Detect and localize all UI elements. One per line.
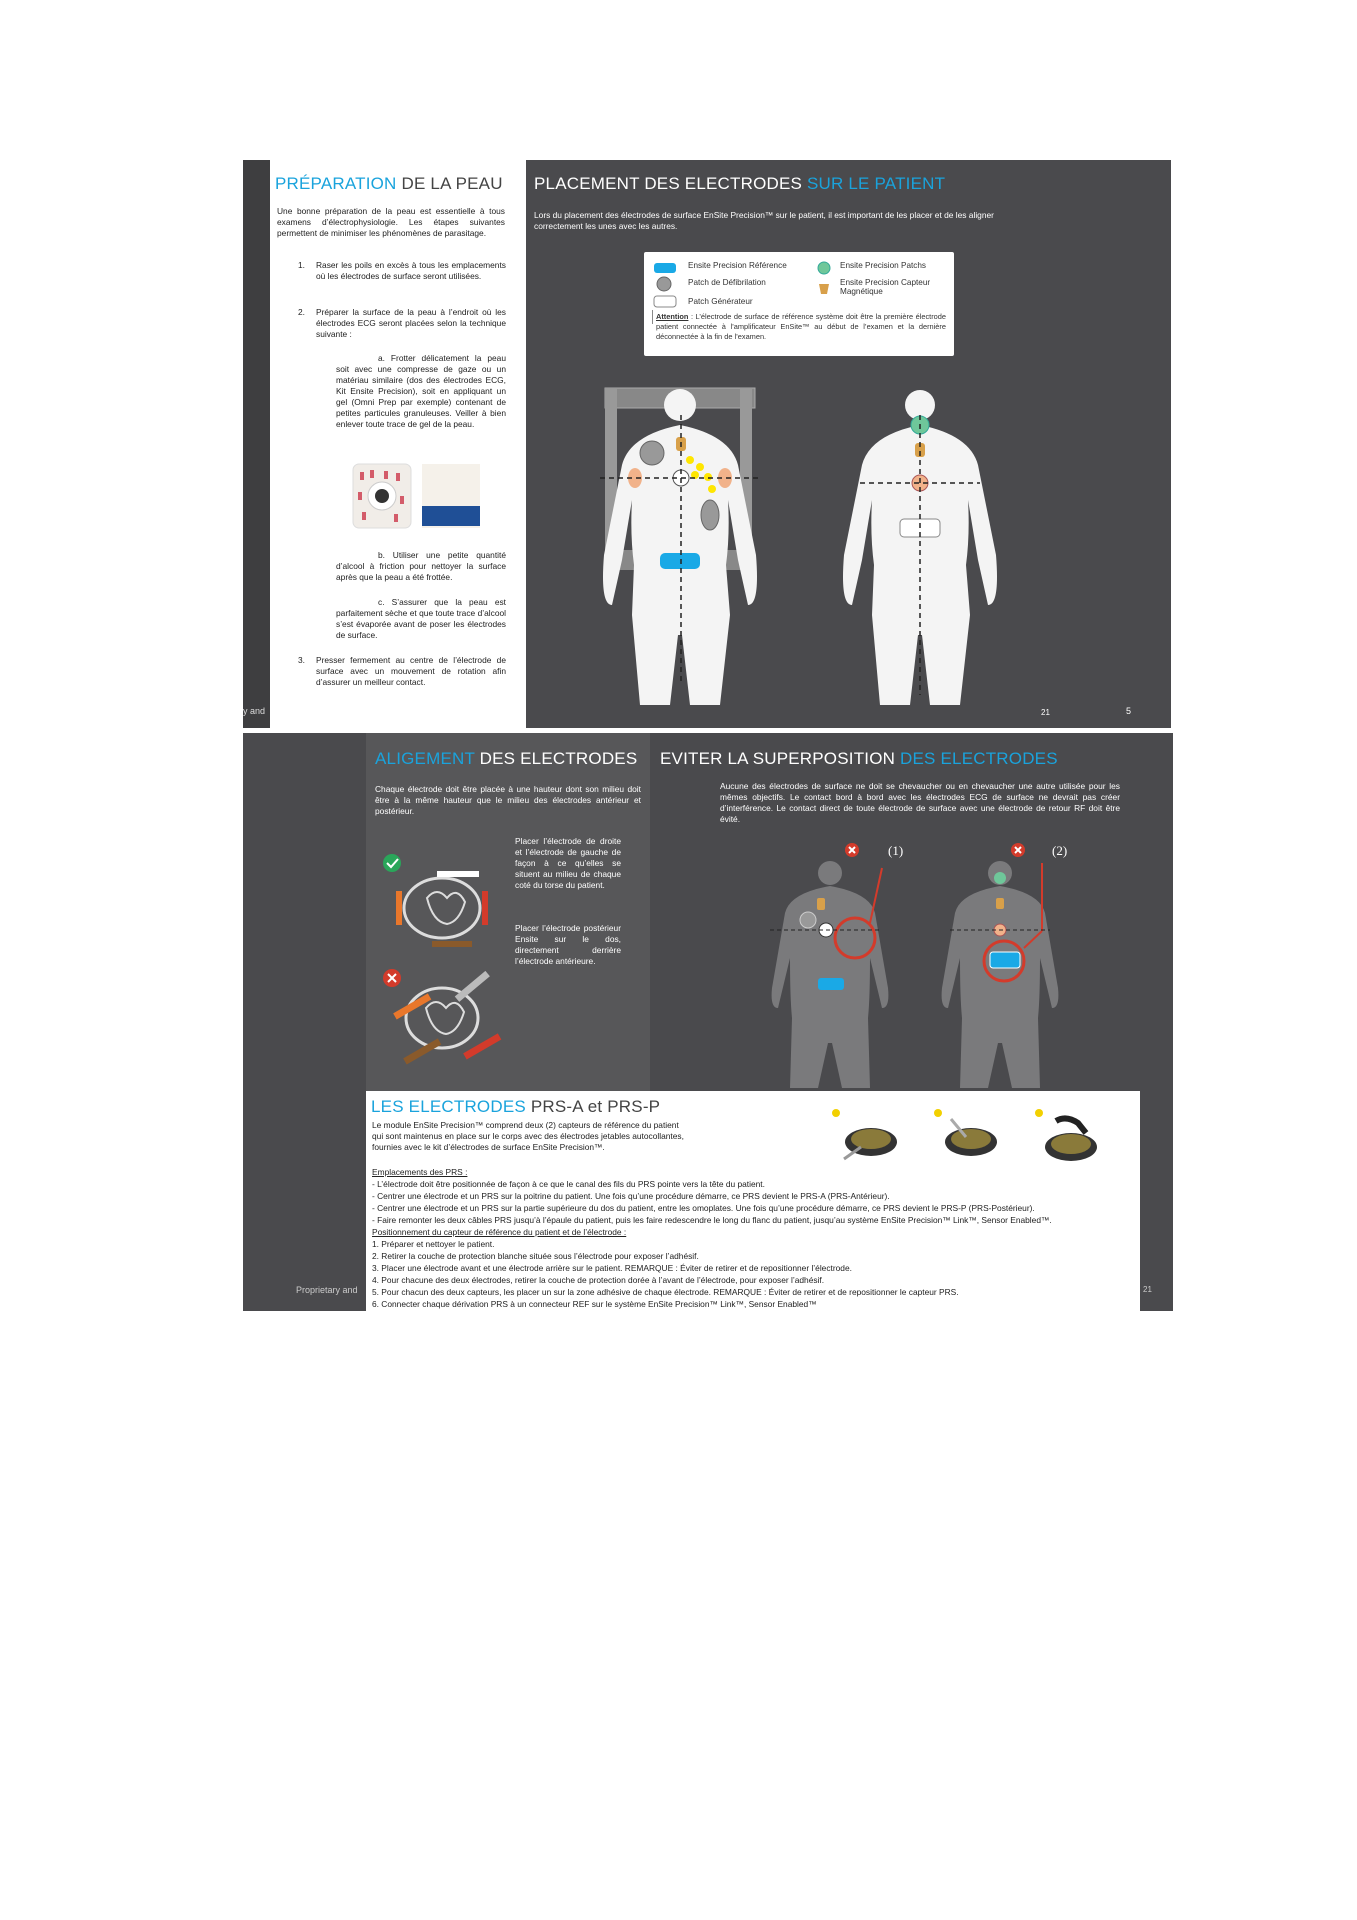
defibrillation-swatch (657, 277, 671, 291)
prs-emplacement-1: - L’électrode doit être positionnée de façon à ce que le canal des fils du PRS pointe vers la tête du patient. (372, 1179, 765, 1189)
overlap-panel (660, 733, 1170, 1091)
legend-reference: Ensite Precision Référence (688, 261, 787, 270)
step2-number: 2. (298, 307, 305, 317)
electrode-legend (644, 252, 954, 356)
skin-title-accent: PRÉPARATION (275, 174, 397, 193)
prs-position-title: Positionnement du capteur de référence du patient et de l’électrode : (372, 1227, 627, 1237)
correct-right-electrode (482, 891, 488, 925)
prs-title (371, 1097, 660, 1117)
prs-sensor-1 (832, 1109, 897, 1159)
prs-step-2: 2. Retirer la couche de protection blanche située sous l’électrode pour exposer l’adhésif. (372, 1251, 699, 1261)
alignment-panel (366, 733, 650, 1091)
overlap-reference-2 (990, 952, 1020, 968)
align-title-accent: ALIGEMENT (375, 749, 475, 768)
footer-year: 21 (1041, 708, 1050, 717)
step2b-text: b. Utiliser une petite quantité d’alcool à friction pour nettoyer la surface après que la peau a été frottée. (336, 550, 506, 582)
skin-preparation-panel (270, 160, 526, 728)
placement-title-white: PLACEMENT DES ELECTRODES (534, 174, 807, 193)
body-placement-illustration (560, 385, 1030, 705)
page-number: 5 (1126, 706, 1132, 716)
align-note-2: Placer l’électrode postérieur Ensite sur le dos, directement derrière l’électrode antérieure. (515, 923, 621, 966)
step3-number: 3. (298, 655, 305, 665)
overlap-title-accent: DES ELECTRODES (900, 749, 1058, 768)
prs-intro-3: fournies avec le kit d’électrodes de surface EnSite Precision™. (372, 1142, 605, 1152)
prs-title-accent: LES ELECTRODES (371, 1097, 526, 1116)
page1-left-strip (243, 160, 270, 728)
generator-swatch (654, 296, 676, 307)
overlap-body-1 (772, 861, 889, 1088)
correct-left-electrode (396, 891, 402, 925)
prs-intro-1: Le module EnSite Precision™ comprend deux (2) capteurs de référence du patient (372, 1120, 679, 1130)
prs-step-5: 5. Pour chacun des deux capteurs, les placer un sur la zone adhésive de chaque électrode. REMARQUE : Éviter de retirer et de repositionner le capteur PRS. (372, 1287, 959, 1297)
front-reference-electrode (660, 553, 700, 569)
correct-back-electrode (432, 941, 472, 947)
prs-step-3: 3. Placer une électrode avant et une électrode arrière sur le patient. REMARQUE : Éviter de retirer et de repositionner l’électrode. (372, 1263, 852, 1273)
skin-intro: Une bonne préparation de la peau est essentielle à tous examens d’électrophysiologie. Les étapes suivantes permettent de minimiser les phénomènes de parasitage. (277, 206, 505, 238)
overlap-title (660, 749, 1058, 769)
prs-electrodes-panel (366, 1091, 1140, 1311)
prs-sensor-2 (934, 1109, 997, 1156)
placement-intro: Lors du placement des électrodes de surface EnSite Precision™ sur le patient, il est important de les placer et de les aligner correctement les unes avec les autres. (534, 210, 994, 231)
page2-footer-year: 21 (1143, 1285, 1152, 1294)
overlap-title-white: EVITER LA SUPERPOSITION (660, 749, 901, 768)
overlap-illustration (760, 838, 1090, 1088)
legend-swatches-right (814, 258, 834, 302)
overlap-label-2: (2) (1052, 843, 1068, 858)
step1-text: Raser les poils en excès à tous les emplacements où les électrodes de surface seront utilisées. (316, 260, 506, 281)
prs-emplacement-2: - Centrer une électrode et un PRS sur la poitrine du patient. Une fois qu’une procédure démarre, ce PRS devient le PRS-A (PRS-Antérieur). (372, 1191, 890, 1201)
align-intro: Chaque électrode doit être placée à une hauteur dont son milieu doit être à la même hauteur que le milieu des électrodes antérieur et postérieur. (375, 784, 641, 816)
attention-text: : L’électrode de surface de référence système doit être la première électrode patient connectée à l’amplificateur EnSite™ au début de l’examen et la dernière déconnectée à la fin de l’examen. (656, 312, 946, 341)
prs-intro-2: qui sont maintenus en place sur le corps avec des électrodes jetables autocollantes, (372, 1131, 684, 1141)
legend-attention (656, 312, 946, 342)
legend-patchs: Ensite Precision Patchs (840, 261, 927, 270)
capteur-swatch (819, 284, 829, 294)
prs-sensor-3 (1035, 1109, 1097, 1161)
legend-swatches-left (652, 260, 682, 310)
front-lower-defib (701, 500, 719, 530)
overlap-body-2 (942, 861, 1059, 1088)
patchs-swatch (818, 262, 830, 274)
skin-title-rest: DE LA PEAU (396, 174, 503, 193)
overlap-label-1: (1) (888, 843, 904, 858)
correct-front-electrode (437, 871, 479, 877)
align-title-rest: DES ELECTRODES (474, 749, 638, 768)
prs-step-1: 1. Préparer et nettoyer le patient. (372, 1239, 495, 1249)
attention-label: Attention (656, 312, 689, 321)
step2a-text: a. Frotter délicatement la peau soit avec une compresse de gaze ou un matériau similaire (dos des électrodes ECG, Kit Ensite Precision), soit en appliquant un gel (Omni Prep par exemple) contenant de petites particules granuleuses. Veiller à bien enlever toute trace de gel de la peau. (336, 353, 506, 429)
wrong-torso-section (406, 988, 478, 1048)
prs-emplacements-title: Emplacements des PRS : (372, 1167, 468, 1177)
prs-title-rest: PRS-A et PRS-P (525, 1097, 661, 1116)
overlap-intro: Aucune des électrodes de surface ne doit se chevaucher ou en chevaucher une autre utilisée pour les mêmes objectifs. Le contact bord à bord avec les électrodes ECG de surface ne devrait pas créer d’interférence. Le contact direct de toute électrode de surface avec une électrode de retour RF doit être évité. (720, 781, 1120, 824)
step3-text: Presser fermement au centre de l’électrode de surface avec un mouvement de rotation afin d’assurer un meilleur contact. (316, 655, 506, 687)
alignment-diagrams (382, 853, 510, 1073)
align-note-1: Placer l’électrode de droite et l’électrode de gauche de façon à ce qu’elles se situent au milieu de chaque coté du torse du patient. (515, 836, 621, 890)
reference-swatch (654, 263, 676, 273)
align-title (375, 749, 637, 769)
prs-emplacement-3: - Centrer une électrode et un PRS sur la partie supérieure du dos du patient, entre les omoplates. Une fois qu’une procédure démarre, ce PRS devient le PRS-P (PRS-Postérieur). (372, 1203, 1035, 1213)
legend-generator: Patch Générateur (688, 297, 753, 306)
front-defib-patch (640, 441, 664, 465)
step2-text: Préparer la surface de la peau à l’endroit où les électrodes ECG seront placées selon la technique suivante : (316, 307, 506, 339)
prs-step-6: 6. Connecter chaque dérivation PRS à un connecteur REF sur le système EnSite Precision™ Link™, Sensor Enabled™ (372, 1299, 817, 1309)
front-body (603, 389, 757, 705)
prs-step-4: 4. Pour chacune des deux électrodes, retirer la couche de protection dorée à l’avant de l’électrode, pour exposer l’adhésif. (372, 1275, 825, 1285)
electrode-photos (350, 462, 485, 530)
legend-capteur: Ensite Precision Capteur Magnétique (840, 278, 931, 296)
step2c-text: c. S’assurer que la peau est parfaitement sèche et que toute trace d’alcool s’est évaporée avant de poser les électrodes de surface. (336, 597, 506, 640)
legend-defibrillation: Patch de Défibrilation (688, 278, 766, 287)
strip-text: y and (243, 706, 266, 716)
skin-title (275, 174, 503, 194)
placement-title-accent: SUR LE PATIENT (806, 174, 946, 193)
prs-emplacement-4: - Faire remonter les deux câbles PRS jusqu’à l’épaule du patient, puis les faire redescendre le long du flanc du patient, jusqu’au système EnSite Precision™ Link™, Sensor Enabled™. (372, 1215, 1052, 1225)
step1-number: 1. (298, 260, 305, 270)
correct-check-icon (383, 854, 401, 872)
page2-footer-left: Proprietary and (296, 1285, 358, 1295)
prs-sensor-images (826, 1109, 1126, 1169)
placement-title (534, 174, 945, 194)
overlap-reference-1 (818, 978, 844, 990)
correct-torso-section (404, 878, 480, 938)
